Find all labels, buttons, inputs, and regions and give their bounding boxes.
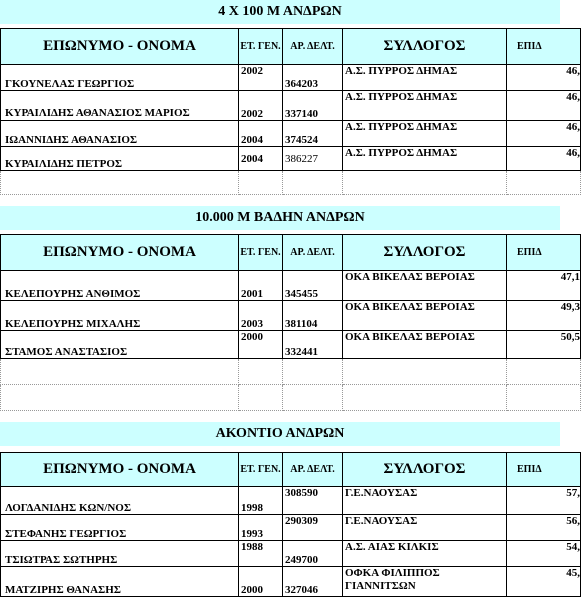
license-id: 386227 — [283, 147, 343, 171]
birth-year: 2002 — [239, 91, 283, 121]
athlete-name: ΓΚΟΥΝΕΛΑΣ ΓΕΩΡΓΙΟΣ — [1, 65, 239, 91]
performance: 57, — [507, 487, 581, 515]
header-year: ΕΤ. ΓΕΝ. — [239, 29, 283, 65]
club: ΟΚΑ ΒΙΚΕΛΑΣ ΒΕΡΟΙΑΣ — [343, 331, 507, 359]
license-id: 249700 — [283, 541, 343, 567]
table-row — [1, 91, 581, 121]
club: Α.Σ. ΠΥΡΡΟΣ ΔΗΜΑΣ — [343, 91, 507, 121]
birth-year: 2000 — [239, 567, 283, 597]
header-id: ΑΡ. ΔΕΛΤ. — [283, 29, 343, 65]
header-perf: ΕΠΙΔ — [507, 235, 581, 271]
club: ΟΦΚΑ ΦΙΛΙΠΠΟΣ ΓΙΑΝΝΙΤΣΩΝ — [343, 567, 507, 597]
table-row — [1, 487, 581, 515]
section-title-javelin: ΑΚΟΝΤΙΟ ΑΝΔΡΩΝ — [0, 422, 560, 446]
performance: 46, — [507, 65, 581, 91]
license-id: 345455 — [283, 271, 343, 301]
table-row — [1, 301, 581, 331]
performance: 46, — [507, 91, 581, 121]
results-table-relay — [0, 28, 581, 195]
header-name: ΕΠΩΝΥΜΟ - ΟΝΟΜΑ — [1, 29, 239, 65]
club: ΟΚΑ ΒΙΚΕΛΑΣ ΒΕΡΟΙΑΣ — [343, 301, 507, 331]
results-table-racewalk — [0, 234, 581, 411]
athlete-name: ΜΑΤΖΙΡΗΣ ΘΑΝΑΣΗΣ — [1, 567, 239, 597]
license-id: 381104 — [283, 301, 343, 331]
table-row — [1, 515, 581, 541]
header-club: ΣΥΛΛΟΓΟΣ — [343, 453, 507, 487]
club: Α.Σ. ΠΥΡΡΟΣ ΔΗΜΑΣ — [343, 147, 507, 171]
performance: 49,3 — [507, 301, 581, 331]
header-id: ΑΡ. ΔΕΛΤ. — [283, 453, 343, 487]
license-id: 364203 — [283, 65, 343, 91]
club: Α.Σ. ΠΥΡΡΟΣ ΔΗΜΑΣ — [343, 65, 507, 91]
birth-year: 2001 — [239, 271, 283, 301]
table-row — [1, 121, 581, 147]
header-club: ΣΥΛΛΟΓΟΣ — [343, 29, 507, 65]
section-title-racewalk: 10.000 Μ ΒΑΔΗΝ ΑΝΔΡΩΝ — [0, 206, 560, 230]
club: Γ.Ε.ΝΑΟΥΣΑΣ — [343, 487, 507, 515]
header-perf: ΕΠΙΔ — [507, 453, 581, 487]
birth-year: 2004 — [239, 147, 283, 171]
header-year: ΕΤ. ΓΕΝ. — [239, 453, 283, 487]
athlete-name: ΤΣΙΩΤΡΑΣ ΣΩΤΗΡΗΣ — [1, 541, 239, 567]
athlete-name: ΚΥΡΑΙΛΙΔΗΣ ΑΘΑΝΑΣΙΟΣ ΜΑΡΙΟΣ — [1, 91, 239, 121]
empty-row — [1, 385, 581, 411]
club: Α.Σ. ΑΙΑΣ ΚΙΛΚΙΣ — [343, 541, 507, 567]
birth-year: 1993 — [239, 515, 283, 541]
club: Γ.Ε.ΝΑΟΥΣΑΣ — [343, 515, 507, 541]
performance: 54, — [507, 541, 581, 567]
athlete-name: ΛΟΓΔΑΝΙΔΗΣ ΚΩΝ/ΝΟΣ — [1, 487, 239, 515]
athlete-name: ΙΩΑΝΝΙΔΗΣ ΑΘΑΝΑΣΙΟΣ — [1, 121, 239, 147]
club: Α.Σ. ΠΥΡΡΟΣ ΔΗΜΑΣ — [343, 121, 507, 147]
license-id: 290309 — [283, 515, 343, 541]
athlete-name: ΚΥΡΑΙΛΙΔΗΣ ΠΕΤΡΟΣ — [1, 147, 239, 171]
header-club: ΣΥΛΛΟΓΟΣ — [343, 235, 507, 271]
license-id: 327046 — [283, 567, 343, 597]
club: ΟΚΑ ΒΙΚΕΛΑΣ ΒΕΡΟΙΑΣ — [343, 271, 507, 301]
section-title-relay: 4 Χ 100 Μ ΑΝΔΡΩΝ — [0, 0, 560, 24]
results-table-javelin — [0, 452, 581, 597]
birth-year: 1998 — [239, 487, 283, 515]
table-row — [1, 541, 581, 567]
header-name: ΕΠΩΝΥΜΟ - ΟΝΟΜΑ — [1, 235, 239, 271]
table-header — [1, 29, 581, 65]
athlete-name: ΚΕΛΕΠΟΥΡΗΣ ΜΙΧΑΛΗΣ — [1, 301, 239, 331]
performance: 50,5 — [507, 331, 581, 359]
athlete-name: ΣΤΑΜΟΣ ΑΝΑΣΤΑΣΙΟΣ — [1, 331, 239, 359]
table-row — [1, 65, 581, 91]
performance: 46, — [507, 147, 581, 171]
header-perf: ΕΠΙΔ — [507, 29, 581, 65]
empty-row — [1, 359, 581, 385]
license-id: 337140 — [283, 91, 343, 121]
license-id: 308590 — [283, 487, 343, 515]
license-id: 332441 — [283, 331, 343, 359]
birth-year: 1988 — [239, 541, 283, 567]
table-row — [1, 567, 581, 597]
performance: 47,1 — [507, 271, 581, 301]
performance: 56, — [507, 515, 581, 541]
header-year: ΕΤ. ΓΕΝ. — [239, 235, 283, 271]
athlete-name: ΚΕΛΕΠΟΥΡΗΣ ΑΝΘΙΜΟΣ — [1, 271, 239, 301]
performance: 46, — [507, 121, 581, 147]
birth-year: 2004 — [239, 121, 283, 147]
license-id: 374524 — [283, 121, 343, 147]
header-id: ΑΡ. ΔΕΛΤ. — [283, 235, 343, 271]
birth-year: 2000 — [239, 331, 283, 359]
birth-year: 2002 — [239, 65, 283, 91]
performance: 45, — [507, 567, 581, 597]
table-header — [1, 453, 581, 487]
table-row — [1, 271, 581, 301]
athlete-name: ΣΤΕΦΑΝΗΣ ΓΕΩΡΓΙΟΣ — [1, 515, 239, 541]
birth-year: 2003 — [239, 301, 283, 331]
header-name: ΕΠΩΝΥΜΟ - ΟΝΟΜΑ — [1, 453, 239, 487]
empty-row — [1, 171, 581, 195]
table-row — [1, 331, 581, 359]
table-row — [1, 147, 581, 171]
table-header — [1, 235, 581, 271]
